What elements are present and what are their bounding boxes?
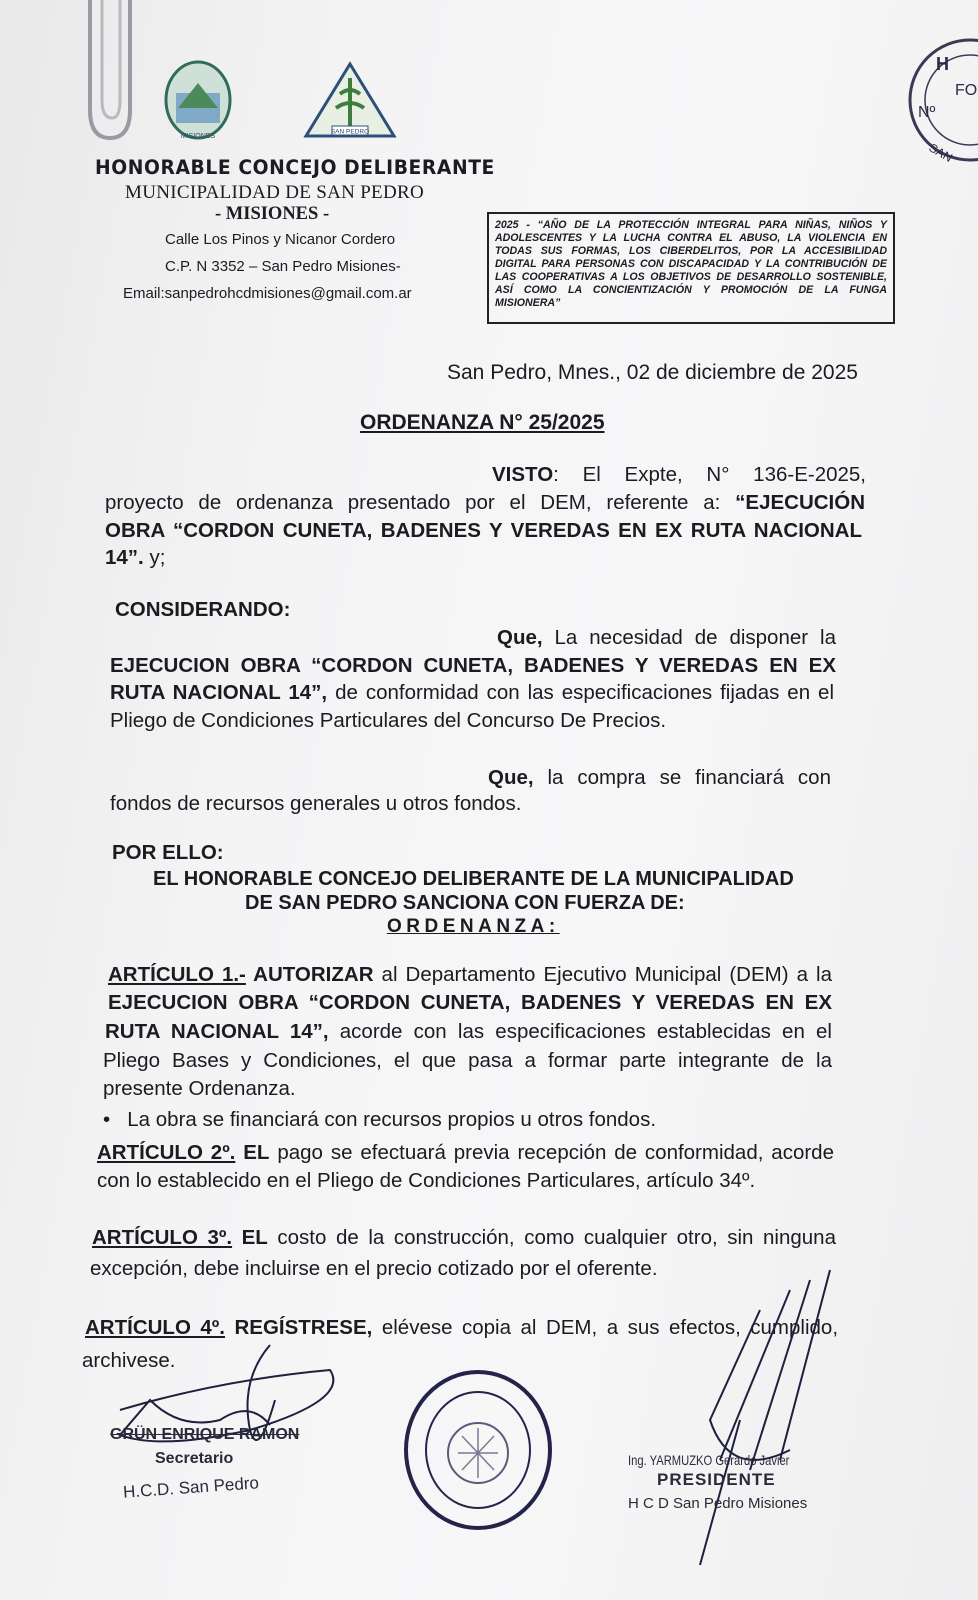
- text: La obra se financiará con recursos propios u otros fondos.: [127, 1108, 657, 1131]
- bullet-item: [103, 1107, 656, 1132]
- svg-text:SAN: SAN: [926, 140, 955, 165]
- email: Email:sanpedrohcdmisiones@gmail.com.ar: [123, 285, 412, 302]
- president-role: PRESIDENTE: [657, 1470, 776, 1489]
- article-2-line: con lo establecido en el Pliego de Condiciones Particulares, artículo 34º.: [97, 1169, 756, 1192]
- considerando-line: [110, 680, 834, 705]
- text: pago se efectuará previa recepción de conformidad, acorde: [269, 1141, 834, 1164]
- article-3-line: excepción, debe incluirse en el precio cotizado por el oferente.: [90, 1257, 658, 1280]
- text-bold: EL: [235, 1141, 270, 1164]
- text-bold: EJECUCION OBRA “CORDON CUNETA, BADENES Y VEREDAS EN EX: [110, 654, 836, 677]
- president-name: Ing. YARMUZKO Gerardo Javier: [628, 1452, 790, 1468]
- visto-label: VISTO: [492, 463, 554, 486]
- text-bold: RUTA NACIONAL 14”,: [105, 1020, 329, 1043]
- article-3-line: [92, 1225, 836, 1250]
- province: - MISIONES -: [215, 204, 330, 224]
- council-seal: [400, 1368, 560, 1533]
- text-bold: EJECUCION OBRA “CORDON CUNETA, BADENES Y VEREDAS EN EX: [108, 991, 832, 1014]
- secretary-name: GRÜN ENRIQUE RAMON: [110, 1426, 300, 1443]
- municipality: MUNICIPALIDAD DE SAN PEDRO: [125, 182, 424, 203]
- considerando-line: [497, 625, 836, 650]
- que-label: Que,: [488, 766, 534, 789]
- motto-box: 2025 - “AÑO DE LA PROTECCIÓN INTEGRAL PARA NIÑAS, NIÑOS Y ADOLESCENTES Y LA LUCHA CONTRA EL ABUSO, LA VIOLENCIA EN TODAS SUS FORMAS, LOS CIBERDELITOS, POR LA ACCESIBILIDAD DIGITAL PARA PERSONAS CON DISCAPACIDAD Y LA CONTRIBUCIÓN DE LAS COOPERATIVAS A LOS OBJETIVOS DE DESARROLLO SOSTENIBLE, ASÍ COMO LA CONCIENTIZACIÓN Y PROMOCIÓN DE LA FUNGA MISIONERA”: [487, 212, 895, 324]
- visto-bold: 14”.: [105, 546, 144, 569]
- resolution-line-1: EL HONORABLE CONCEJO DELIBERANTE DE LA MUNICIPALIDAD: [153, 868, 794, 890]
- svg-text:FO: FO: [955, 82, 978, 99]
- resolution-line-2: DE SAN PEDRO SANCIONA CON FUERZA DE:: [245, 892, 685, 914]
- svg-text:SAN PEDRO: SAN PEDRO: [330, 128, 370, 136]
- text: Pliego Bases y Condiciones, el que pasa a formar parte integrante de la: [103, 1049, 832, 1072]
- visto-text: y;: [143, 546, 166, 569]
- visto-line-2: [105, 490, 865, 515]
- article-1-line: [103, 1048, 832, 1073]
- text-bold: EL: [232, 1226, 268, 1249]
- considerando-line: [110, 653, 836, 678]
- visto-line-4: [105, 545, 165, 570]
- president-org: H C D San Pedro Misiones: [628, 1495, 808, 1512]
- svg-text:MISIONES: MISIONES: [180, 133, 216, 140]
- ordenanza-heading: ORDENANZA:: [387, 916, 560, 937]
- text: la compra se financiará con: [533, 766, 831, 789]
- visto-text: proyecto de ordenanza presentado por el DEM, referente a:: [105, 491, 721, 514]
- postal-code: C.P. N 3352 – San Pedro Misiones-: [165, 258, 401, 275]
- article-1-line: [108, 990, 832, 1015]
- svg-text:H: H: [936, 54, 949, 74]
- paperclip-icon: [80, 0, 140, 145]
- article-2-label: ARTÍCULO 2º.: [97, 1141, 236, 1164]
- secretary-org: H.C.D. San Pedro: [122, 1473, 260, 1502]
- text: acorde con las especificaciones establecidas en el: [328, 1020, 832, 1043]
- bullet-icon: •: [103, 1108, 128, 1131]
- article-4-line: archivese.: [82, 1349, 176, 1372]
- misiones-shield-logo: [158, 58, 238, 143]
- org-name: HONORABLE CONCEJO DELIBERANTE: [95, 156, 495, 179]
- article-3-label: ARTÍCULO 3º.: [92, 1226, 233, 1249]
- que-label: Que,: [497, 626, 543, 649]
- text: costo de la construcción, como cualquier otro, sin ninguna: [267, 1226, 836, 1249]
- article-1-line: [105, 1019, 832, 1044]
- por-ello: POR ELLO:: [112, 841, 224, 864]
- visto-text: : El Expte, N° 136-E-2025,: [553, 463, 866, 486]
- address: Calle Los Pinos y Nicanor Cordero: [165, 231, 396, 248]
- visto-line-1: [492, 462, 866, 487]
- date: San Pedro, Mnes., 02 de diciembre de 2025: [447, 361, 858, 384]
- article-1-line: presente Ordenanza.: [103, 1077, 296, 1100]
- page-title: ORDENANZA N° 25/2025: [360, 411, 605, 434]
- article-4-label: ARTÍCULO 4º.: [85, 1316, 225, 1339]
- article-1-label: ARTÍCULO 1.-: [108, 963, 246, 986]
- svg-text:Nº: Nº: [918, 104, 936, 121]
- text: La necesidad de disponer la: [542, 626, 836, 649]
- text: al Departamento Ejecutivo Municipal (DEM) a la: [373, 963, 832, 986]
- text-bold: AUTORIZAR: [245, 963, 374, 986]
- considerando-heading: CONSIDERANDO:: [115, 598, 291, 621]
- article-1-line: [108, 962, 832, 987]
- article-2-line: [97, 1140, 834, 1165]
- considerando-line: [488, 765, 831, 790]
- text: elévese copia al DEM, a sus efectos, cumplido,: [372, 1316, 839, 1339]
- text: de conformidad con las especificaciones fijadas en el: [327, 681, 835, 704]
- text-bold: RUTA NACIONAL 14”,: [110, 681, 328, 704]
- considerando-line: fondos de recursos generales u otros fondos.: [110, 792, 522, 815]
- president-signature: [640, 1260, 840, 1570]
- secretary-role: Secretario: [155, 1450, 234, 1467]
- visto-bold: OBRA “CORDON CUNETA, BADENES Y VEREDAS EN EX RUTA NACIONAL: [105, 519, 862, 542]
- considerando-line: Pliego de Condiciones Particulares del Concurso De Precios.: [110, 709, 667, 732]
- visto-line-3: [105, 518, 862, 543]
- text-bold: REGÍSTRESE,: [225, 1316, 373, 1339]
- corner-stamp: [900, 35, 978, 165]
- san-pedro-triangle-logo: [302, 60, 398, 142]
- visto-bold: “EJECUCIÓN: [735, 491, 865, 514]
